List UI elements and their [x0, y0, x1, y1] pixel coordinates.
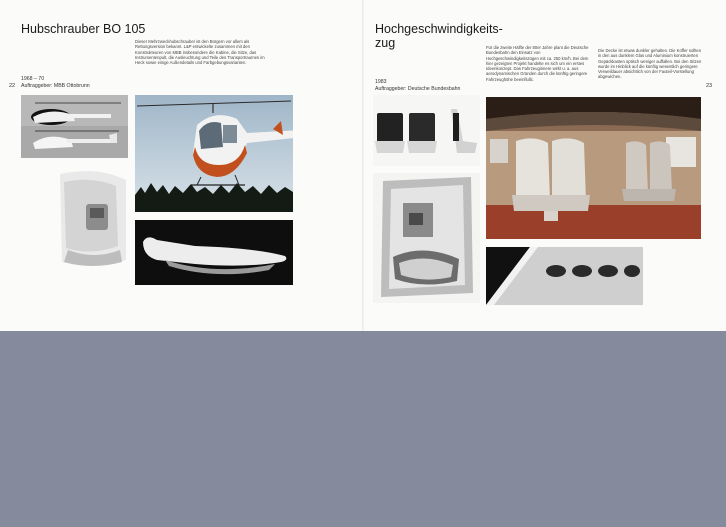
- train-cabin-seats-photo: [486, 97, 701, 239]
- right-page-client: Auftraggeber: Deutsche Bundesbahn: [375, 86, 461, 92]
- right-page-number: 23: [706, 83, 713, 89]
- book-gutter: [362, 0, 364, 331]
- left-page-client: Auftraggeber: MBB Ottobrunn: [21, 83, 90, 89]
- train-window-model-photo: [486, 247, 643, 305]
- left-page-title: Hubschrauber BO 105: [21, 22, 146, 36]
- train-seat-models-photo: [373, 95, 480, 166]
- helicopter-model-photo: [135, 220, 293, 285]
- right-page-title: Hochgeschwindigkeits- zug: [375, 22, 503, 50]
- helicopter-bo105-flight-photo: [135, 95, 293, 212]
- right-page-years: 1983: [375, 79, 387, 85]
- right-page-body-text-col1: Für die zweite Hälfte der 80er Jahre plant die Deutsche Bundesbahn den Einsatz von Hochgeschwindigkeitszügen mit ca. 250 km/h. Bei dem hier gezeigten Projekt handelte es sich um ein erstes Ideenkonzept. Das Fahrzeuginnere wirkt u. a. aus aerodynamischen Gründen durch die künftig geringere Fahrzeughöhe beeinflußt.: [486, 45, 589, 82]
- left-page-years: 1968 – 70: [21, 76, 45, 82]
- right-page-body-text-col2: Die Decke ist etwas dunkler gehalten. Die Koffer sollten in den aus dunklem Glas und Aluminium konstruierten Gepäckkasten optisch weniger auffallen. Bei den Sitzen wurde im Hinblick auf die künftig wesentlich geringere Verweildauer absichtlich von der Fauteil-Vorstellung abgewichen.: [598, 48, 702, 80]
- left-page-body-text: Dieser Mehrzweckhubschrauber ist den Bürgern vor allem als Rettungsversion bekannt. L&P entwickelte zusammen mit den Konstrukteuren von MBB insbesondere die Kabine, die Sitze, das Instrumentenpult, die Ausleuchtung und Teile des Transportraumes im Heck sowie einige Außendetails und Farbgebungsvarianten.: [135, 39, 265, 66]
- helicopter-side-views-photo: [21, 95, 128, 158]
- train-interior-model-topview-photo: [373, 173, 480, 303]
- helicopter-interior-detail-photo: [58, 166, 128, 270]
- left-page-number: 22: [9, 83, 16, 89]
